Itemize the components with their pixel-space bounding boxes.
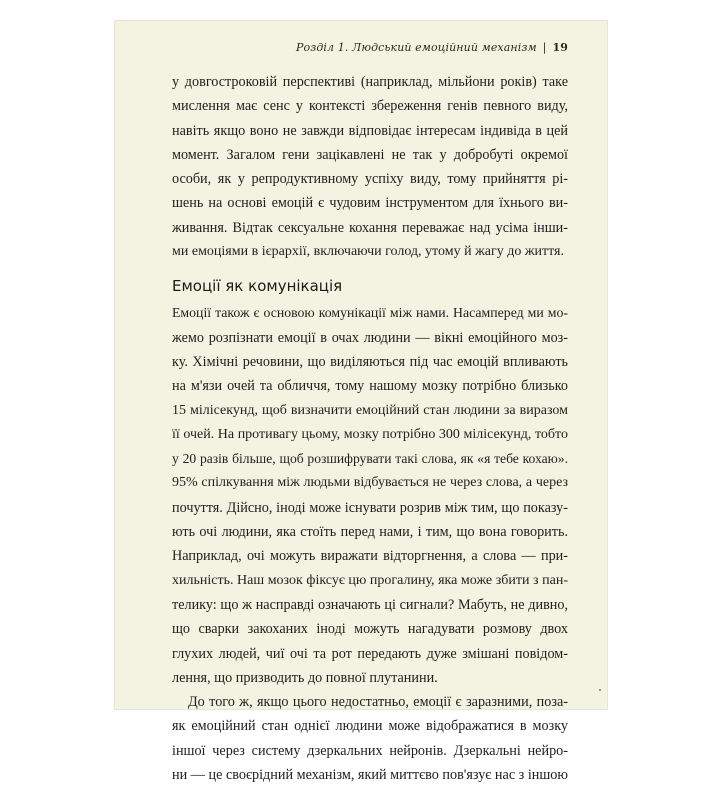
- text-line: особи, як у репродуктивному успіху виду, тому прийняття рі-: [172, 171, 568, 188]
- text-line: Наприклад, очі можуть виражати відторгнення, а слова — при-: [172, 548, 568, 565]
- paragraph-1: [172, 70, 568, 264]
- text-line: мислення має сенс у контексті збереження генів певного виду,: [172, 98, 568, 115]
- text-line: що сварки закоханих іноді можуть нагадувати розмову двох: [172, 621, 568, 638]
- text-line: глухих людей, чиї очі та рот передають дуже змішані повідом-: [172, 645, 568, 662]
- header-separator: |: [542, 41, 547, 54]
- text-line: 15 мілісекунд, щоб визначити емоційний стан людини за виразом: [172, 402, 568, 418]
- text-line: у 20 разів більше, щоб розшифрувати такі слова, як «я тебе кохаю».: [172, 451, 568, 467]
- text-line: Емоції також є основою комунікації між нами. Насамперед ми мо-: [172, 305, 568, 321]
- book-page: [114, 20, 608, 784]
- text-line: навіть якщо воно не завжди відповідає інтересам індивіда в цей: [172, 122, 568, 139]
- running-title: Розділ 1. Людський емоційний механізм: [296, 41, 537, 54]
- text-line: почуття. Дійсно, іноді може існувати розрив між тим, що показу-: [172, 499, 568, 516]
- text-line: живання. Відтак сексуальне кохання переважає над усіма інши-: [172, 219, 568, 236]
- paragraph-2: [172, 301, 568, 690]
- text-line: До того ж, якщо цього недостатньо, емоції є заразними, поза-: [188, 694, 568, 711]
- page-number: 19: [552, 41, 568, 54]
- text-line: у довгостроковій перспективі (наприклад, мільйони років) таке: [172, 74, 568, 90]
- text-line: момент. Загалом гени зацікавлені не так у добробуті окремої: [172, 146, 568, 163]
- text-line: шень на основі емоцій є чудовим інструментом для їхнього ви-: [172, 195, 568, 212]
- text-line: ку. Хімічні речовини, що виділяються під час емоцій впливають: [172, 353, 568, 370]
- running-header: [296, 41, 568, 54]
- section-heading: Емоції як комунікація: [172, 277, 343, 296]
- text-line: хильність. Наш мозок фіксує цю прогалину, яка може збити з пан-: [172, 572, 568, 588]
- text-line: 95% спілкування між людьми відбувається не через слова, а через: [172, 475, 568, 491]
- text-line: ни — це своєрідний механізм, який миттєво пов'язує нас з іншою: [172, 767, 568, 784]
- text-line: на м'язи очей та обличчя, тому нашому мозку потрібно близько: [172, 378, 568, 395]
- text-line: ють очі людини, яка стоїть перед нами, і тим, що вона говорить.: [172, 524, 568, 541]
- text-line: іншої через систему дзеркальних нейронів. Дзеркальні нейро-: [172, 742, 568, 759]
- text-line: її очей. На противагу цьому, мозку потрібно 300 мілісекунд, тобто: [172, 426, 568, 442]
- text-line: телику: що ж насправді означають ці сигнали? Мабуть, не дивно,: [172, 596, 568, 613]
- page-body: [172, 70, 568, 787]
- text-line: як емоційний стан однієї людини може відображатися в мозку: [172, 718, 568, 735]
- paragraph-3: [172, 690, 568, 787]
- print-speck: [599, 689, 601, 691]
- text-line: лення, що призводить до повної плутанини.: [172, 669, 438, 686]
- text-line: ми емоціями в ієрархії, включаючи голод, утому й жагу до життя.: [172, 244, 564, 260]
- text-line: жемо розпізнати емоції в очах людини — вікні емоційного моз-: [172, 329, 568, 346]
